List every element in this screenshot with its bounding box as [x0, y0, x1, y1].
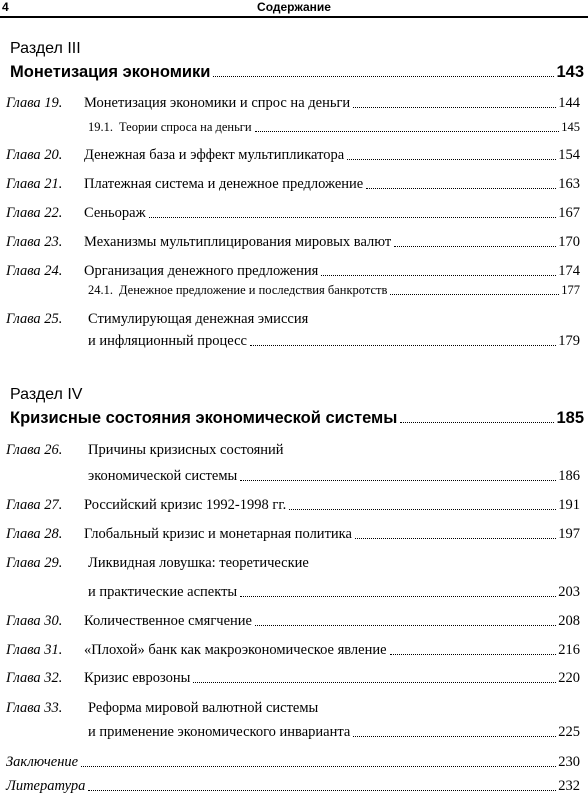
leader-dots	[400, 422, 554, 423]
leader-dots	[390, 654, 557, 655]
entry-page: 203	[558, 584, 580, 600]
toc-entry[interactable]	[6, 638, 580, 660]
toc-entry[interactable]	[88, 720, 580, 742]
section-label: Раздел IV	[10, 386, 83, 403]
entry-page: 220	[558, 670, 580, 686]
entry-title: Стимулирующая денежная эмиссия	[88, 311, 309, 327]
entry-page: 174	[558, 263, 580, 279]
leader-dots	[355, 538, 556, 539]
section-title-row[interactable]	[10, 406, 584, 428]
entry-title: Теории спроса на деньги	[119, 120, 252, 134]
leader-dots	[390, 294, 559, 295]
entry-title: «Плохой» банк как макроэкономическое явление	[84, 642, 387, 658]
toc-entry[interactable]	[6, 493, 580, 515]
entry-page: 170	[558, 234, 580, 250]
entry-page: 163	[558, 176, 580, 192]
chapter-label: Глава 28.	[6, 526, 63, 542]
entry-page: 208	[558, 613, 580, 629]
leader-dots	[255, 625, 556, 626]
chapter-label: Глава 20.	[6, 147, 63, 163]
entry-page: 145	[561, 120, 580, 134]
toc-entry[interactable]	[6, 172, 580, 194]
chapter-label: Глава 23.	[6, 234, 63, 250]
leader-dots	[81, 766, 556, 767]
leader-dots	[353, 107, 556, 108]
toc-entry[interactable]	[6, 143, 580, 165]
toc-entry[interactable]	[88, 329, 580, 351]
leader-dots	[394, 246, 556, 247]
chapter-label: Глава 24.	[6, 263, 63, 279]
subentry-number: 24.1.	[88, 283, 113, 297]
toc-entry[interactable]	[6, 91, 580, 113]
section-title-row[interactable]	[10, 60, 584, 82]
leader-dots	[213, 76, 554, 77]
toc-entry[interactable]	[6, 750, 580, 772]
entry-title: Реформа мировой валютной системы	[88, 700, 319, 716]
leader-dots	[255, 131, 560, 132]
entry-title: Причины кризисных состояний	[88, 442, 284, 458]
chapter-label: Глава 31.	[6, 642, 63, 658]
entry-page: 154	[558, 147, 580, 163]
entry-page: 186	[558, 468, 580, 484]
entry-title-cont: и инфляционный процесс	[88, 333, 247, 349]
entry-title: Глобальный кризис и монетарная политика	[84, 526, 352, 542]
entry-page: 167	[558, 205, 580, 221]
leader-dots	[149, 217, 557, 218]
chapter-label: Глава 22.	[6, 205, 63, 221]
entry-page: 225	[558, 724, 580, 740]
section-page: 185	[556, 409, 584, 427]
page-header	[0, 0, 588, 16]
leader-dots	[321, 275, 556, 276]
toc-subentry[interactable]	[88, 278, 580, 300]
entry-title: Количественное смягчение	[84, 613, 252, 629]
toc-subentry[interactable]	[88, 115, 580, 137]
entry-title: Платежная система и денежное предложение	[84, 176, 364, 192]
chapter-label: Глава 25.	[6, 311, 63, 327]
leader-dots	[240, 480, 556, 481]
toc-entry[interactable]	[88, 464, 580, 486]
chapter-label: Глава 19.	[6, 95, 63, 111]
entry-page: 232	[558, 778, 580, 794]
entry-page: 179	[558, 333, 580, 349]
toc-entry[interactable]	[6, 201, 580, 223]
section-label: Раздел III	[10, 40, 81, 57]
entry-title: Механизмы мультиплицирования мировых валют	[84, 234, 392, 250]
entry-title: Заключение	[6, 754, 79, 770]
section-page: 143	[556, 63, 584, 81]
leader-dots	[289, 509, 556, 510]
leader-dots	[353, 736, 556, 737]
entry-title: Монетизация экономики и спрос на деньги	[84, 95, 351, 111]
leader-dots	[347, 159, 556, 160]
chapter-label: Глава 26.	[6, 442, 63, 458]
entry-title: Ликвидная ловушка: теоретические	[88, 555, 309, 571]
chapter-label: Глава 27.	[6, 497, 63, 513]
entry-page: 177	[561, 283, 580, 297]
entry-page: 230	[558, 754, 580, 770]
leader-dots	[240, 596, 556, 597]
entry-title: Денежное предложение и последствия банкротств	[119, 283, 388, 297]
toc-entry[interactable]	[6, 609, 580, 631]
toc-entry[interactable]	[88, 580, 580, 602]
leader-dots	[193, 682, 556, 683]
chapter-label: Глава 29.	[6, 555, 63, 571]
entry-title: Организация денежного предложения	[84, 263, 319, 279]
entry-title-cont: и практические аспекты	[88, 584, 238, 600]
entry-title-cont: экономической системы	[88, 468, 238, 484]
entry-title: Литература	[6, 778, 86, 794]
entry-page: 191	[558, 497, 580, 513]
page-number: 4	[2, 0, 9, 14]
leader-dots	[250, 345, 556, 346]
chapter-label: Глава 21.	[6, 176, 63, 192]
entry-page: 144	[558, 95, 580, 111]
toc-entry[interactable]	[6, 666, 580, 688]
leader-dots	[366, 188, 556, 189]
section-title: Кризисные состояния экономической системы	[10, 409, 398, 427]
chapter-label: Глава 32.	[6, 670, 63, 686]
leader-dots	[88, 790, 556, 791]
entry-title-cont: и применение экономического инварианта	[88, 724, 351, 740]
entry-title: Денежная база и эффект мультипликатора	[84, 147, 345, 163]
entry-page: 197	[558, 526, 580, 542]
running-title: Содержание	[257, 0, 331, 14]
header-rule	[0, 16, 588, 18]
toc-entry[interactable]	[6, 774, 580, 796]
chapter-label: Глава 30.	[6, 613, 63, 629]
subentry-number: 19.1.	[88, 120, 113, 134]
toc-entry[interactable]	[6, 230, 580, 252]
section-title: Монетизация экономики	[10, 63, 211, 81]
entry-title: Кризис еврозоны	[84, 670, 191, 686]
entry-page: 216	[558, 642, 580, 658]
chapter-label: Глава 33.	[6, 700, 63, 716]
entry-title: Российский кризис 1992-1998 гг.	[84, 497, 287, 513]
toc-entry[interactable]	[6, 522, 580, 544]
entry-title: Сеньораж	[84, 205, 146, 221]
